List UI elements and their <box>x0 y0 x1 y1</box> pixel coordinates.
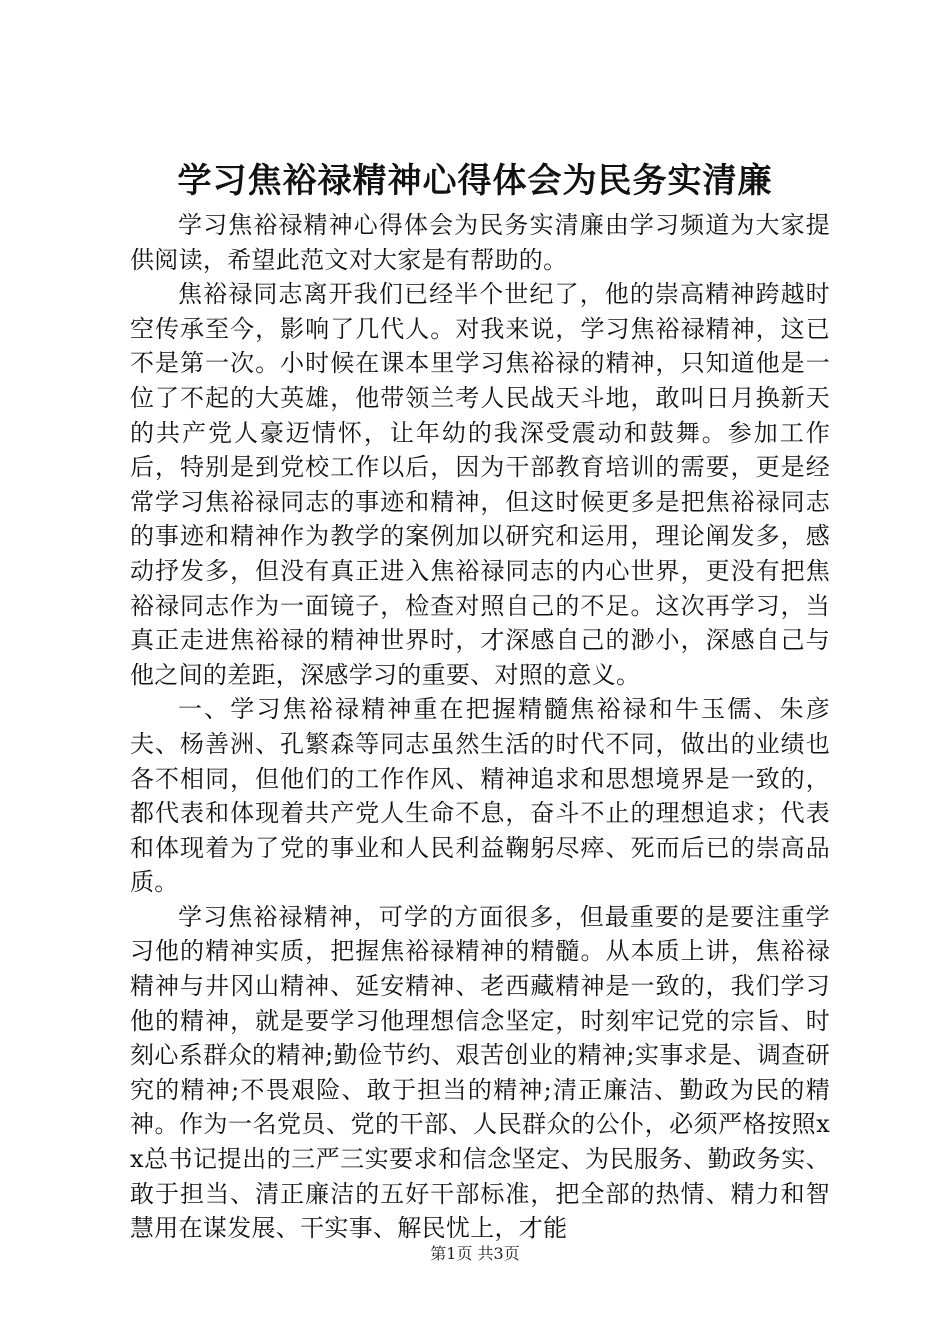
paragraph-section-one: 一、学习焦裕禄精神重在把握精髓焦裕禄和牛玉儒、朱彦夫、杨善洲、孔繁森等同志虽然生活的时代不同，做出的业绩也各不相同，但他们的工作作风、精神追求和思想境界是一致的，都代表和体现着共产党人生命不息，奋斗不止的理想追求；代表和体现着为了党的事业和人民利益鞠躬尽瘁、死而后已的崇高品质。 <box>130 695 830 897</box>
page-footer: 第1页 共3页 <box>430 1244 520 1263</box>
document-title: 学习焦裕禄精神心得体会为民务实清廉 <box>177 161 773 201</box>
document-body <box>130 208 830 1246</box>
paragraph-reflection: 焦裕禄同志离开我们已经半个世纪了，他的崇高精神跨越时空传承至今，影响了几代人。对我来说，学习焦裕禄精神，这已不是第一次。小时候在课本里学习焦裕禄的精神，只知道他是一位了不起的大英雄，他带领兰考人民战天斗地，敢叫日月换新天的共产党人豪迈情怀，让年幼的我深受震动和鼓舞。参加工作后，特别是到党校工作以后，因为干部教育培训的需要，更是经常学习焦裕禄同志的事迹和精神，但这时候更多是把焦裕禄同志的事迹和精神作为教学的案例加以研究和运用，理论阐发多，感动抒发多，但没有真正进入焦裕禄同志的内心世界，更没有把焦裕禄同志作为一面镜子，检查对照自己的不足。这次再学习，当真正走进焦裕禄的精神世界时，才深感自己的渺小，深感自己与他之间的差距，深感学习的重要、对照的意义。 <box>130 280 830 689</box>
paragraph-essence: 学习焦裕禄精神，可学的方面很多，但最重要的是要注重学习他的精神实质，把握焦裕禄精神的精髓。从本质上讲，焦裕禄精神与井冈山精神、延安精神、老西藏精神是一致的，我们学习他的精神，就是要学习他理想信念坚定，时刻牢记党的宗旨、时刻心系群众的精神;勤俭节约、艰苦创业的精神;实事求是、调查研究的精神;不畏艰险、敢于担当的精神;清正廉洁、勤政为民的精神。作为一名党员、党的干部、人民群众的公仆，必须严格按照xx总书记提出的三严三实要求和信念坚定、为民服务、勤政务实、敢于担当、清正廉洁的五好干部标准，把全部的热情、精力和智慧用在谋发展、干实事、解民忧上，才能 <box>130 902 830 1243</box>
paragraph-intro: 学习焦裕禄精神心得体会为民务实清廉由学习频道为大家提供阅读，希望此范文对大家是有帮助的。 <box>130 211 830 274</box>
